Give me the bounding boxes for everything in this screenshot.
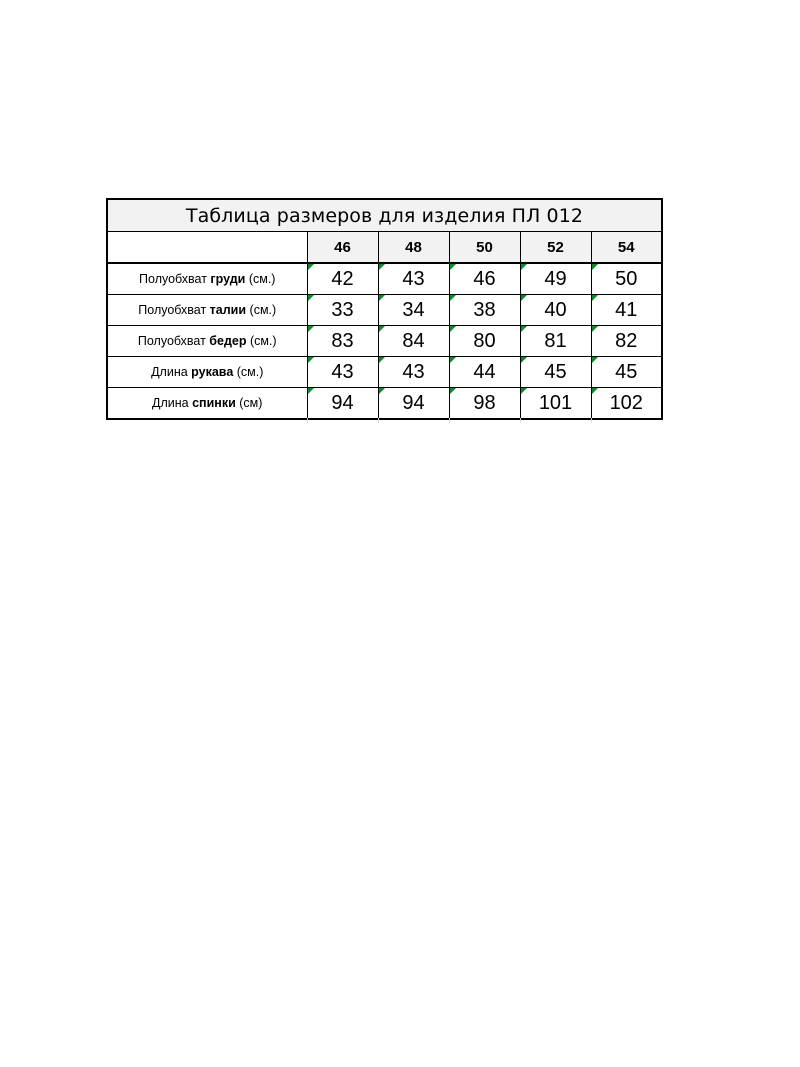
parameter-keyword: талии <box>209 303 247 317</box>
parameter-label <box>107 388 307 420</box>
value-cell: 45 <box>520 357 591 388</box>
table-row-hips <box>107 326 662 357</box>
parameter-label <box>107 263 307 295</box>
value-cell: 49 <box>520 263 591 295</box>
parameter-unit: (см) <box>235 396 263 410</box>
parameter-keyword: спинки <box>192 396 236 410</box>
size-header-cell: 54 <box>591 232 662 264</box>
value-cell: 38 <box>449 295 520 326</box>
size-header-cell: 48 <box>378 232 449 264</box>
value-cell: 45 <box>591 357 662 388</box>
parameter-unit: (см.) <box>246 303 277 317</box>
value-cell: 42 <box>307 263 378 295</box>
parameter-keyword: рукава <box>191 365 234 379</box>
parameter-keyword: груди <box>210 272 246 286</box>
parameter-label <box>107 326 307 357</box>
parameter-prefix: Длина <box>152 396 193 410</box>
value-cell: 83 <box>307 326 378 357</box>
parameter-prefix: Длина <box>151 365 192 379</box>
parameter-unit: (см.) <box>245 272 276 286</box>
value-cell: 43 <box>307 357 378 388</box>
parameter-label <box>107 295 307 326</box>
size-header-cell: 50 <box>449 232 520 264</box>
parameter-label <box>107 357 307 388</box>
value-cell: 102 <box>591 388 662 420</box>
value-cell: 43 <box>378 263 449 295</box>
value-cell: 94 <box>307 388 378 420</box>
value-cell: 94 <box>378 388 449 420</box>
table-title-row <box>107 199 662 232</box>
parameter-prefix: Полуобхват <box>138 303 210 317</box>
table-title: Таблица размеров для изделия ПЛ 012 <box>107 199 662 232</box>
parameter-prefix: Полуобхват <box>137 334 210 348</box>
gridline-stub <box>307 418 308 423</box>
size-header-cell: 46 <box>307 232 378 264</box>
value-cell: 98 <box>449 388 520 420</box>
value-cell: 46 <box>449 263 520 295</box>
gridline-stub <box>449 418 450 423</box>
size-chart-table <box>106 198 663 420</box>
value-cell: 41 <box>591 295 662 326</box>
value-cell: 82 <box>591 326 662 357</box>
parameter-prefix: Полуобхват <box>139 272 211 286</box>
table-row-waist <box>107 295 662 326</box>
gridline-stub <box>520 418 521 423</box>
parameter-unit: (см.) <box>233 365 264 379</box>
size-header-cell: 52 <box>520 232 591 264</box>
value-cell: 40 <box>520 295 591 326</box>
table-row-chest <box>107 263 662 295</box>
parameter-unit: (см.) <box>246 334 277 348</box>
value-cell: 80 <box>449 326 520 357</box>
header-corner-cell <box>107 232 307 264</box>
table-row-sleeve <box>107 357 662 388</box>
value-cell: 43 <box>378 357 449 388</box>
gridline-stub <box>378 418 379 423</box>
value-cell: 34 <box>378 295 449 326</box>
gridline-stub <box>591 418 592 423</box>
value-cell: 44 <box>449 357 520 388</box>
value-cell: 101 <box>520 388 591 420</box>
value-cell: 84 <box>378 326 449 357</box>
value-cell: 50 <box>591 263 662 295</box>
table-row-back <box>107 388 662 420</box>
value-cell: 33 <box>307 295 378 326</box>
size-header-row <box>107 232 662 264</box>
value-cell: 81 <box>520 326 591 357</box>
parameter-keyword: бедер <box>209 334 247 348</box>
